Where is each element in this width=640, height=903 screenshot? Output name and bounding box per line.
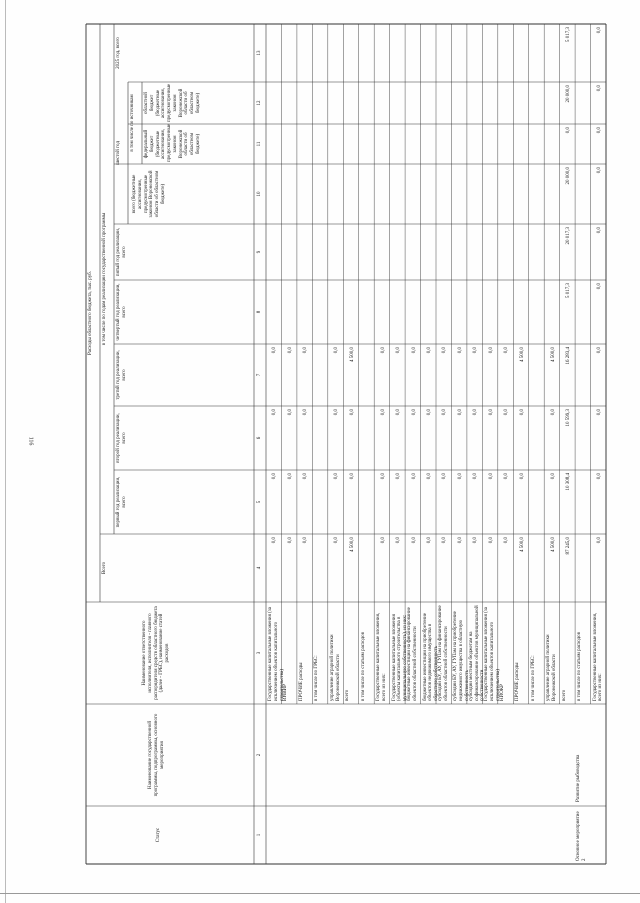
header-year4: четвертый год реализации, всего <box>116 283 127 341</box>
row-label: Государственные капитальные вложения, всего из них: <box>376 612 387 701</box>
row-label: в том числе по статьям расходов <box>360 631 366 701</box>
table-cell: 0,0 <box>457 347 463 354</box>
table-cell: 0,0 <box>411 409 417 416</box>
table-cell: 0,0 <box>287 409 293 416</box>
table-cell: 0,0 <box>303 537 309 544</box>
header-status: Статус <box>156 827 161 843</box>
table-cell: 0,0 <box>396 537 402 544</box>
table-cell: 0,0 <box>287 473 293 480</box>
header-expenses-title: Расходы областного бюджета, тыс. руб. <box>88 271 93 355</box>
header-including-years: в том числе по годам реализации государственной программы <box>102 212 107 346</box>
header-year2: второй год реализации, всего <box>116 413 127 463</box>
column-number: 13 <box>257 50 262 56</box>
table-cell: 20 000,0 <box>566 85 572 103</box>
row-label: Государственные капитальные вложения (объекты капитального строительства в муниципальную собственность), из них: <box>391 614 409 701</box>
table-cell: 0,0 <box>597 283 602 290</box>
table-cell: 0,0 <box>457 537 463 544</box>
table-cell: 0,0 <box>411 473 417 480</box>
column-number: 9 <box>257 250 262 254</box>
table-cell: 0,0 <box>519 473 525 480</box>
table-cell: 0,0 <box>597 27 602 34</box>
table-cell: 0,0 <box>272 473 278 480</box>
column-number: 2 <box>257 753 262 757</box>
table-cell: 0,0 <box>396 473 402 480</box>
row-label: управление аграрной политики Воронежской области <box>546 634 557 701</box>
table-cell: 0,0 <box>504 473 510 480</box>
header-total: Всего <box>102 561 107 575</box>
row-label: ПРОЧИЕ расходы <box>515 662 521 701</box>
table-cell: 0,0 <box>349 473 355 480</box>
table-cell: 0,0 <box>334 537 340 544</box>
table-cell: 0,0 <box>473 473 479 480</box>
header-year1: первый год реализации, всего <box>116 476 127 528</box>
table-cell: 0,0 <box>303 409 309 416</box>
table-cell: 0,0 <box>442 347 448 354</box>
header-year5: пятый год реализации, всего <box>116 227 127 277</box>
table-cell: 0,0 <box>411 537 417 544</box>
table-cell: 0,0 <box>550 409 556 416</box>
row-label: всего <box>345 689 351 701</box>
table-cell: 0,0 <box>457 409 463 416</box>
table-cell: 0,0 <box>334 473 340 480</box>
row-label: Государственные капитальные вложения, всего из них: <box>592 612 604 701</box>
table-cell: 0,0 <box>427 409 432 416</box>
table-cell: 0,0 <box>488 409 494 416</box>
table-cell: 0,0 <box>566 127 572 134</box>
row-label: в том числе по ГРБС: <box>530 655 536 701</box>
table-cell: 0,0 <box>597 409 602 416</box>
table-cell: 0,0 <box>272 537 278 544</box>
table-cell: 0,0 <box>287 537 293 544</box>
table-cell: 0,0 <box>488 473 494 480</box>
row-label: Государственные капитальные вложения (за исключением объектов капитального строительства) <box>484 607 501 701</box>
table-cell: 0,0 <box>442 473 448 480</box>
column-number: 7 <box>257 373 262 377</box>
table-cell: 16 283,4 <box>566 347 572 365</box>
row-label: ПРОЧИЕ расходы <box>298 662 304 701</box>
rotated-table <box>86 24 606 864</box>
table-cell: 0,0 <box>334 409 340 416</box>
table-cell: 0,0 <box>380 473 386 480</box>
table-cell: 4 500,0 <box>519 347 525 362</box>
table-cell: 0,0 <box>488 537 494 544</box>
table-cell: 20 017,3 <box>566 227 572 245</box>
table-cell: 5 017,3 <box>566 27 572 42</box>
table-cell: 0,0 <box>272 409 278 416</box>
table-cell: 0,0 <box>473 537 479 544</box>
table-cell: 0,0 <box>396 409 402 416</box>
table-cell: 0,0 <box>334 347 340 354</box>
header-regional: областной бюджет (бюджетные ассигнования, предусмотренные законом Воронежской области об областном бюджете) <box>144 83 201 122</box>
table-cell: 0,0 <box>550 473 556 480</box>
row-label: управление аграрной политики Воронежской области <box>329 634 341 701</box>
row-label: всего <box>561 689 567 701</box>
table-cell: 0,0 <box>597 473 602 480</box>
scan-edge <box>5 0 6 903</box>
table-cell: 0,0 <box>519 409 525 416</box>
table-cell: 0,0 <box>504 409 510 416</box>
column-number: 12 <box>257 100 262 106</box>
table-cell: 4 500,0 <box>519 537 525 552</box>
table-cell: 0,0 <box>427 347 432 354</box>
table-cell: 0,0 <box>427 537 432 544</box>
table-cell: 0,0 <box>380 409 386 416</box>
table-cell: 4 500,0 <box>349 537 355 552</box>
header-year6-total: всего (бюджетные ассигнования, предусмотренные законом Воронежской области об областном бюджете) <box>132 170 166 218</box>
table-cell: 0,0 <box>411 347 417 354</box>
table-cell: 10 308,4 <box>566 473 572 491</box>
table-cell: 0,0 <box>303 347 309 354</box>
table-cell: 4 500,0 <box>550 347 556 362</box>
row-label: субсидии местным бюджетам на софинансирование объектов муниципальной собственности <box>468 605 486 701</box>
table-cell: 0,0 <box>272 347 278 354</box>
table-cell: 0,0 <box>427 473 432 480</box>
column-number: 8 <box>257 310 262 314</box>
table-cell: 87 245,0 <box>566 537 572 555</box>
table-cell: 0,0 <box>597 227 602 234</box>
column-number: 6 <box>257 436 262 440</box>
table-cell: 0,0 <box>473 409 479 416</box>
scan-edge-bottom <box>0 893 640 894</box>
column-number: 10 <box>257 191 262 197</box>
table-cell: 0,0 <box>303 473 309 480</box>
table-cell: 0,0 <box>442 537 448 544</box>
program-value: Развитие рыбоводства <box>576 754 581 802</box>
column-number: 3 <box>257 651 262 655</box>
header-year6: шестой год <box>116 141 121 165</box>
row-label: бюджетные инвестиции на приобретение объектов недвижимого имущества в областную собственность <box>422 613 440 701</box>
column-number: 11 <box>257 141 262 147</box>
table-cell: 4 500,0 <box>550 537 556 552</box>
row-label: субсидии БУ, АУ, ГУПам на приобретение недвижимого имущества в областную собственность <box>453 611 470 701</box>
column-number: 4 <box>257 566 262 570</box>
table-cell: 0,0 <box>457 473 463 480</box>
table-cell: 0,0 <box>488 347 494 354</box>
table-cell: 0,0 <box>349 409 355 416</box>
table-cell: 20 000,0 <box>566 167 572 185</box>
table-cell: 0,0 <box>380 347 386 354</box>
table-cell: 0,0 <box>396 347 402 354</box>
table-cell: 0,0 <box>504 537 510 544</box>
row-label: в том числе по статьям расходов <box>577 631 583 701</box>
status-value: Основное мероприятие 2 <box>576 811 587 861</box>
header-year3: третий год реализации, всего <box>116 350 127 400</box>
row-label: ИНВИР <box>283 684 289 701</box>
row-label: Государственные капитальные вложения (за исключением объектов капитального строительства) <box>268 607 285 701</box>
table-cell: 0,0 <box>597 127 602 134</box>
table-cell: 0,0 <box>504 347 510 354</box>
table-cell: 10 599,3 <box>566 409 572 427</box>
row-label: НИОКР <box>499 684 505 701</box>
table-cell: 0,0 <box>597 85 602 92</box>
row-label: субсидии БУ, АУ, ГУПам на финансирование объектов областной собственности <box>438 605 449 701</box>
header-including-sources: в том числе по источникам <box>130 94 135 152</box>
header-federal: федеральный бюджет (бюджетные ассигнования, предусмотренные законом Воронежской области об областном бюджете) <box>144 123 201 162</box>
header-program-name: Наименование государственной программы, подпрограммы, основного мероприятия <box>148 713 165 797</box>
column-number: 5 <box>257 500 262 504</box>
table-cell: 0,0 <box>442 409 448 416</box>
column-number: 1 <box>257 833 262 837</box>
row-label: в том числе по ГРБС: <box>314 655 320 701</box>
table-cell: 0,0 <box>597 167 602 174</box>
header-executor: Наименование ответственного исполнителя, исполнителя - главного распорядителя средств областного бюджета (далее - ГРБС), наименование статей расходов <box>142 606 170 700</box>
table-cell: 4 500,0 <box>349 347 355 362</box>
table-cell: 0,0 <box>473 347 479 354</box>
table-cell: 0,0 <box>597 537 602 544</box>
page-number: 116 <box>27 436 34 446</box>
header-year-2025: 2025 год, всего <box>116 37 121 69</box>
row-label: бюджетные инвестиции на финансирование объектов областной собственности <box>407 607 418 701</box>
table-cell: 0,0 <box>380 537 386 544</box>
table-cell: 0,0 <box>287 347 293 354</box>
table-cell: 0,0 <box>597 347 602 354</box>
table-cell: 5 017,3 <box>566 283 572 298</box>
